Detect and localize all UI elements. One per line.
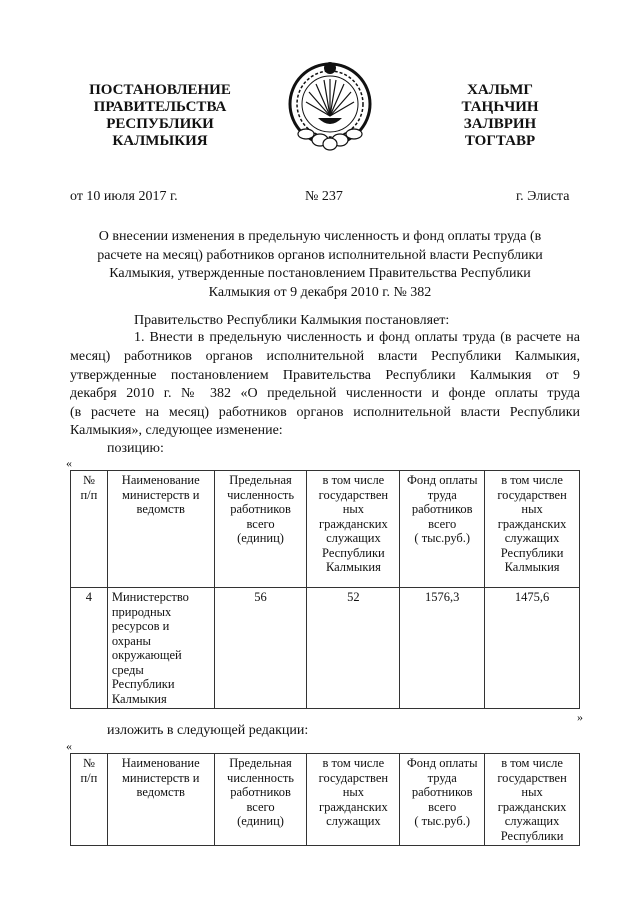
close-quote: » (577, 710, 583, 724)
body-line: Калмыкия», следующее изменение: (70, 423, 283, 438)
body-line: утвержденные постановлением Правительства Республики Калмыкия от 9 (70, 368, 580, 383)
header-cell: Фонд оплаты труда работников всего ( тыс.руб.) (400, 471, 485, 588)
header-right-title: ХАЛЬМГ ТАҢҺЧИН ЗАЛВРИН ТОГТАВР (461, 82, 539, 149)
cell-civil-servants: 52 (307, 588, 400, 709)
title-line: Калмыкия, утвержденные постановлением Правительства Республики (109, 266, 531, 281)
header-cell: в том числе государствен ных гражданских служащих Республики Калмыкия (307, 471, 400, 588)
cell-payroll: 1576,3 (400, 588, 485, 709)
body-replace-text: изложить в следующей редакции: (107, 723, 309, 738)
document-date: от 10 июля 2017 г. (70, 189, 178, 204)
header-cell: Наименование министерств и ведомств (107, 471, 214, 588)
document-number: № 237 (305, 189, 343, 204)
body-intro: Правительство Республики Калмыкия постановляет: (134, 313, 450, 328)
header-cell: № п/п (71, 754, 108, 846)
table-new-position (70, 753, 580, 846)
header-cell: в том числе государствен ных гражданских служащих Республики Калмыкия (485, 471, 580, 588)
cell-number: 4 (71, 588, 108, 709)
cell-payroll-civil: 1475,6 (485, 588, 580, 709)
cell-ministry: Министерство природных ресурсов и охраны окружающей среды Республики Калмыкия (107, 588, 214, 709)
table-row (71, 588, 580, 709)
title-line: Калмыкия от 9 декабря 2010 г. № 382 (208, 284, 432, 300)
header-cell: в том числе государствен ных гражданских служащих Республики (485, 754, 580, 846)
open-quote: « (66, 739, 72, 753)
document-city: г. Элиста (516, 189, 570, 204)
coat-of-arms-icon (284, 60, 376, 152)
body-line: 1. Внести в предельную численность и фонд оплаты труда (в расчете на (134, 330, 580, 345)
header-cell: в том числе государствен ных гражданских служащих (307, 754, 400, 846)
title-line: расчете на месяц) работников органов исполнительной власти Республики (97, 247, 543, 263)
body-position: позицию: (107, 441, 164, 456)
body-line: месяц) работников органов исполнительной власти Республики Калмыкия, (70, 349, 580, 364)
table-current-position (70, 470, 580, 709)
title-line: О внесении изменения в предельную численность и фонд оплаты труда (в (98, 229, 542, 244)
header-cell: Фонд оплаты труда работников всего ( тыс.руб.) (400, 754, 485, 846)
header-cell: № п/п (71, 471, 108, 588)
header-left-title: ПОСТАНОВЛЕНИЕ ПРАВИТЕЛЬСТВА РЕСПУБЛИКИ КАЛМЫКИЯ (89, 82, 231, 149)
header-cell: Наименование министерств и ведомств (107, 754, 214, 846)
document-title (60, 228, 580, 302)
table-header-row (71, 471, 580, 588)
body-line: декабря 2010 г. № 382 «О предельной численности и фонде оплаты труда (70, 386, 580, 401)
header-cell: Предельная численность работников всего (единиц) (214, 754, 307, 846)
table-header-row (71, 754, 580, 846)
body-line: (в расчете на месяц) работников органов исполнительной власти Республики (70, 405, 580, 420)
open-quote: « (66, 456, 72, 470)
cell-headcount: 56 (214, 588, 307, 709)
header-cell: Предельная численность работников всего (единиц) (214, 471, 307, 588)
